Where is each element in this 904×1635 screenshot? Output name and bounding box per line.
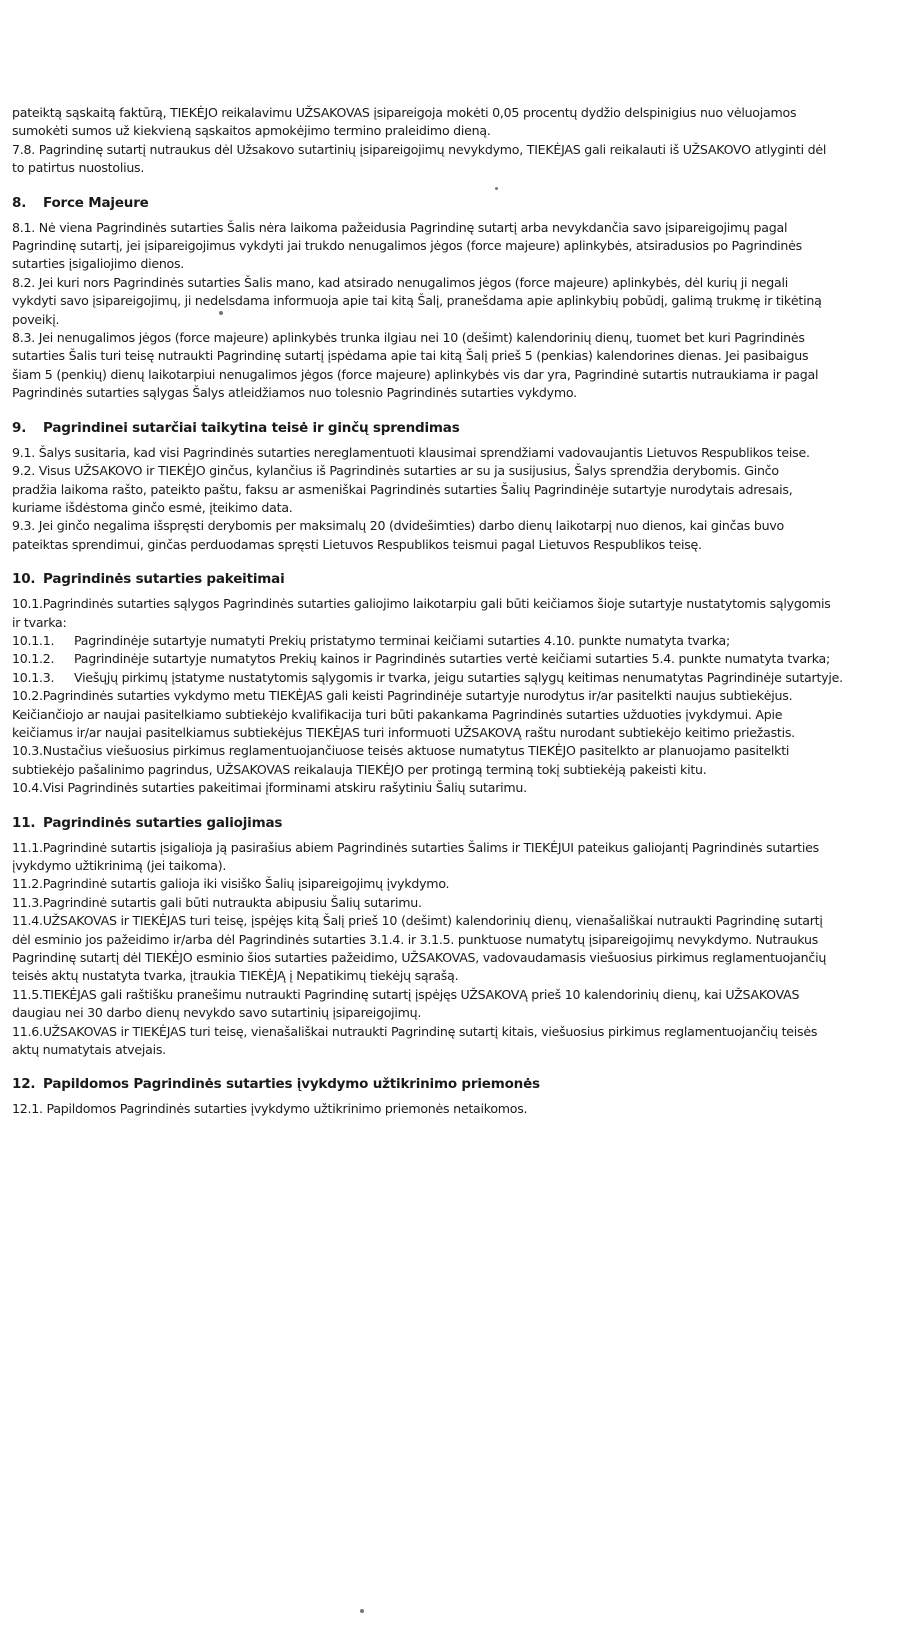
text-line: 11.6.UŽSAKOVAS ir TIEKĖJAS turi teisę, vienašališkai nutraukti Pagrindinę sutartį kitais, viešuosius pirkimus reglamentuojančių teisės bbox=[12, 1023, 818, 1039]
text-line: sutarties įsigaliojimo dienos. bbox=[12, 256, 185, 272]
text-line: pateiktas sprendimui, ginčas perduodamas spręsti Lietuvos Respublikos teismui pagal Lietuvos Respublikos teisę. bbox=[12, 536, 702, 552]
text-line: 10.4.Visi Pagrindinės sutarties pakeitimai įforminami atskiru rašytiniu Šalių sutarimu. bbox=[12, 780, 527, 796]
section-title: Papildomos Pagrindinės sutarties įvykdymo užtikrinimo priemonės bbox=[43, 1076, 540, 1093]
text-line: 7.8. Pagrindinę sutartį nutraukus dėl Užsakovo sutartinių įsipareigojimų nevykdymo, TIEKĖJAS gali reikalauti iš UŽSAKOVO atlyginti dėl bbox=[12, 141, 827, 157]
section-number: 11. bbox=[12, 814, 36, 831]
text-line: 9.1. Šalys susitaria, kad visi Pagrindinės sutarties nereglamentuoti klausimai sprendžiami vadovaujantis Lietuvos Respublikos teise. bbox=[12, 444, 810, 460]
text-line: subtiekėjo pašalinimo pagrindus, UŽSAKOVAS reikalauja TIEKĖJO per protingą terminą tokį subtiekėją pakeisti kitu. bbox=[12, 761, 707, 777]
text-line: 10.3.Nustačius viešuosius pirkimus reglamentuojančiuose teisės aktuose numatytus TIEKĖJO pasitelkto ar planuojamo pasitelkti bbox=[12, 743, 790, 759]
text-line: 8.3. Jei nenugalimos jėgos (force majeure) aplinkybės trunka ilgiau nei 10 (dešimt) kalendorinių dienų, tuomet bet kuri Pagrindinės bbox=[12, 330, 805, 346]
text-line: daugiau nei 30 darbo dienų nevykdo savo sutartinių įsipareigojimų. bbox=[12, 1005, 422, 1021]
section-title: Force Majeure bbox=[43, 194, 149, 211]
subclause-number: 10.1.2. bbox=[12, 651, 55, 667]
section-heading bbox=[12, 569, 904, 589]
text-line: Keičiančiojo ar naujai pasitelkiamo subtiekėjo kvalifikacija turi būti pakankama Pagrindinės sutarties užduoties įvykdymui. Apie bbox=[12, 706, 783, 722]
subclause-text: Viešųjų pirkimų įstatyme nustatytomis sąlygomis ir tvarka, jeigu sutarties sąlygų keitimas nenumatytas Pagrindinėje sutartyje. bbox=[74, 669, 843, 685]
subclause-number: 10.1.3. bbox=[12, 669, 55, 685]
text-line: teisės aktų nustatyta tvarka, įtraukia TIEKĖJĄ į Nepatikimų tiekėjų sąrašą. bbox=[12, 968, 459, 984]
contract-page bbox=[12, 104, 904, 1119]
subclause-text: Pagrindinėje sutartyje numatyti Prekių pristatymo terminai keičiami sutarties 4.10. punkte numatyta tvarka; bbox=[74, 632, 731, 648]
text-line: pateiktą sąskaitą faktūrą, TIEKĖJO reikalavimu UŽSAKOVAS įsipareigoja mokėti 0,05 procentų dydžio delspinigius nuo vėluojamos bbox=[12, 105, 797, 120]
text-line: vykdyti savo įsipareigojimų, ji nedelsdama informuoja apie tai kitą Šalį, pranešdama apie aplinkybių pobūdį, galimą trukmę ir tikėtiną bbox=[12, 293, 822, 309]
text-line: 10.1.Pagrindinės sutarties sąlygos Pagrindinės sutarties galiojimo laikotarpiu gali būti keičiamos šioje sutartyje nustatytomis sąlygomis bbox=[12, 596, 831, 612]
subclause-number: 10.1.1. bbox=[12, 632, 55, 648]
text-line: 9.3. Jei ginčo negalima išspręsti derybomis per maksimalų 20 (dvidešimties) darbo dienų laikotarpį nuo dienos, kai ginčas buvo bbox=[12, 518, 784, 534]
text-line: 11.3.Pagrindinė sutartis gali būti nutraukta abipusiu Šalių sutarimu. bbox=[12, 894, 422, 910]
text-line: 11.2.Pagrindinė sutartis galioja iki visiško Šalių įsipareigojimų įvykdymo. bbox=[12, 876, 450, 892]
text-line: Pagrindinę sutartį dėl TIEKĖJO esminio šios sutarties pažeidimo, UŽSAKOVAS, vadovaudamasis viešuosius pirkimus reglamentuojančių bbox=[12, 950, 827, 966]
text-line: to patirtus nuostolius. bbox=[12, 160, 145, 176]
section-heading bbox=[12, 1074, 904, 1094]
section-number: 10. bbox=[12, 571, 36, 588]
section-title: Pagrindinei sutarčiai taikytina teisė ir ginčų sprendimas bbox=[43, 419, 460, 436]
text-line: šiam 5 (penkių) dienų laikotarpiui nenugalimos jėgos (force majeure) aplinkybės vis dar yra, Pagrindinė sutartis nutraukiama ir pagal bbox=[12, 366, 819, 382]
text-line: 11.4.UŽSAKOVAS ir TIEKĖJAS turi teisę, įspėjęs kitą Šalį prieš 10 (dešimt) kalendorinių dienų, vienašališkai nutraukti Pagrindinę sutartį bbox=[12, 913, 823, 929]
subclause-line bbox=[12, 632, 904, 650]
subclause-line bbox=[12, 650, 904, 668]
text-line: sumokėti sumos už kiekvieną sąskaitos apmokėjimo termino praleidimo dieną. bbox=[12, 123, 491, 139]
text-line: 9.2. Visus UŽSAKOVO ir TIEKĖJO ginčus, kylančius iš Pagrindinės sutarties ar su ja susijusius, Šalys sprendžia derybomis. Ginčo bbox=[12, 463, 779, 479]
text-line: 11.1.Pagrindinė sutartis įsigalioja ją pasirašius abiem Pagrindinės sutarties Šalims ir TIEKĖJUI pateikus galiojantį Pagrindinės sutarties bbox=[12, 839, 819, 855]
text-line: dėl esminio jos pažeidimo ir/arba dėl Pagrindinės sutarties 3.1.4. ir 3.1.5. punktuose numatytų įsipareigojimų nevykdymo. Nutraukus bbox=[12, 931, 819, 947]
subclause-line bbox=[12, 669, 904, 687]
text-line: Pagrindinę sutartį, jei įsipareigojimus vykdyti jai trukdo nenugalimos jėgos (force majeure) aplinkybės, atsiradusios po Pagrindinės bbox=[12, 238, 802, 254]
text-line: sutarties Šalis turi teisę nutraukti Pagrindinę sutartį įspėdama apie tai kitą Šalį prieš 5 (penkias) kalendorines dienas. Jei pasibaigus bbox=[12, 348, 809, 364]
text-line: poveikį. bbox=[12, 311, 60, 327]
text-line: 10.2.Pagrindinės sutarties vykdymo metu TIEKĖJAS gali keisti Pagrindinėje sutartyje nurodytus ir/ar pasitelkti naujus subtiekėjus. bbox=[12, 688, 793, 704]
section-title: Pagrindinės sutarties galiojimas bbox=[43, 814, 283, 831]
text-line: Pagrindinės sutarties sąlygas Šalys atleidžiamos nuo tolesnio Pagrindinės sutarties vykdymo. bbox=[12, 385, 577, 401]
section-heading bbox=[12, 193, 904, 213]
text-line: įvykdymo užtikrinimą (jei taikoma). bbox=[12, 858, 227, 873]
subclause-text: Pagrindinėje sutartyje numatytos Prekių kainos ir Pagrindinės sutarties vertė keičiami sutarties 5.4. punkte numatyta tvarka; bbox=[74, 651, 830, 667]
text-line: 11.5.TIEKĖJAS gali raštišku pranešimu nutraukti Pagrindinę sutartį įspėjęs UŽSAKOVĄ prieš 10 kalendorinių dienų, kai UŽSAKOVAS bbox=[12, 986, 800, 1002]
text-line: 12.1. Papildomos Pagrindinės sutarties įvykdymo užtikrinimo priemonės netaikomos. bbox=[12, 1101, 528, 1117]
scan-speck bbox=[219, 311, 223, 315]
text-line: kuriame išdėstoma ginčo esmė, įteikimo data. bbox=[12, 499, 293, 515]
section-heading bbox=[12, 418, 904, 438]
text-line: 8.2. Jei kuri nors Pagrindinės sutarties Šalis mano, kad atsirado nenugalimos jėgos (force majeure) aplinkybės, dėl kurių ji negali bbox=[12, 274, 788, 290]
scan-speck bbox=[495, 187, 498, 190]
section-title: Pagrindinės sutarties pakeitimai bbox=[43, 571, 285, 588]
section-heading bbox=[12, 813, 904, 833]
text-line: aktų numatytais atvejais. bbox=[12, 1042, 166, 1058]
scan-speck bbox=[360, 1609, 364, 1613]
section-number: 12. bbox=[12, 1076, 36, 1093]
text-line: pradžia laikoma rašto, pateikto paštu, faksu ar asmeniškai Pagrindinės sutarties Šalių Pagrindinėje sutartyje nurodytais adresais, bbox=[12, 481, 793, 497]
text-line: ir tvarka: bbox=[12, 614, 67, 630]
section-number: 9. bbox=[12, 419, 27, 436]
text-line: keičiamus ir/ar naujai pasitelkiamus subtiekėjus TIEKĖJAS turi informuoti UŽSAKOVĄ raštu nurodant subtiekėjo keitimo priežastis. bbox=[12, 724, 795, 740]
section-number: 8. bbox=[12, 194, 27, 211]
text-line: 8.1. Nė viena Pagrindinės sutarties Šalis nėra laikoma pažeidusia Pagrindinę sutartį arba nevykdančia savo įsipareigojimų pagal bbox=[12, 219, 788, 235]
